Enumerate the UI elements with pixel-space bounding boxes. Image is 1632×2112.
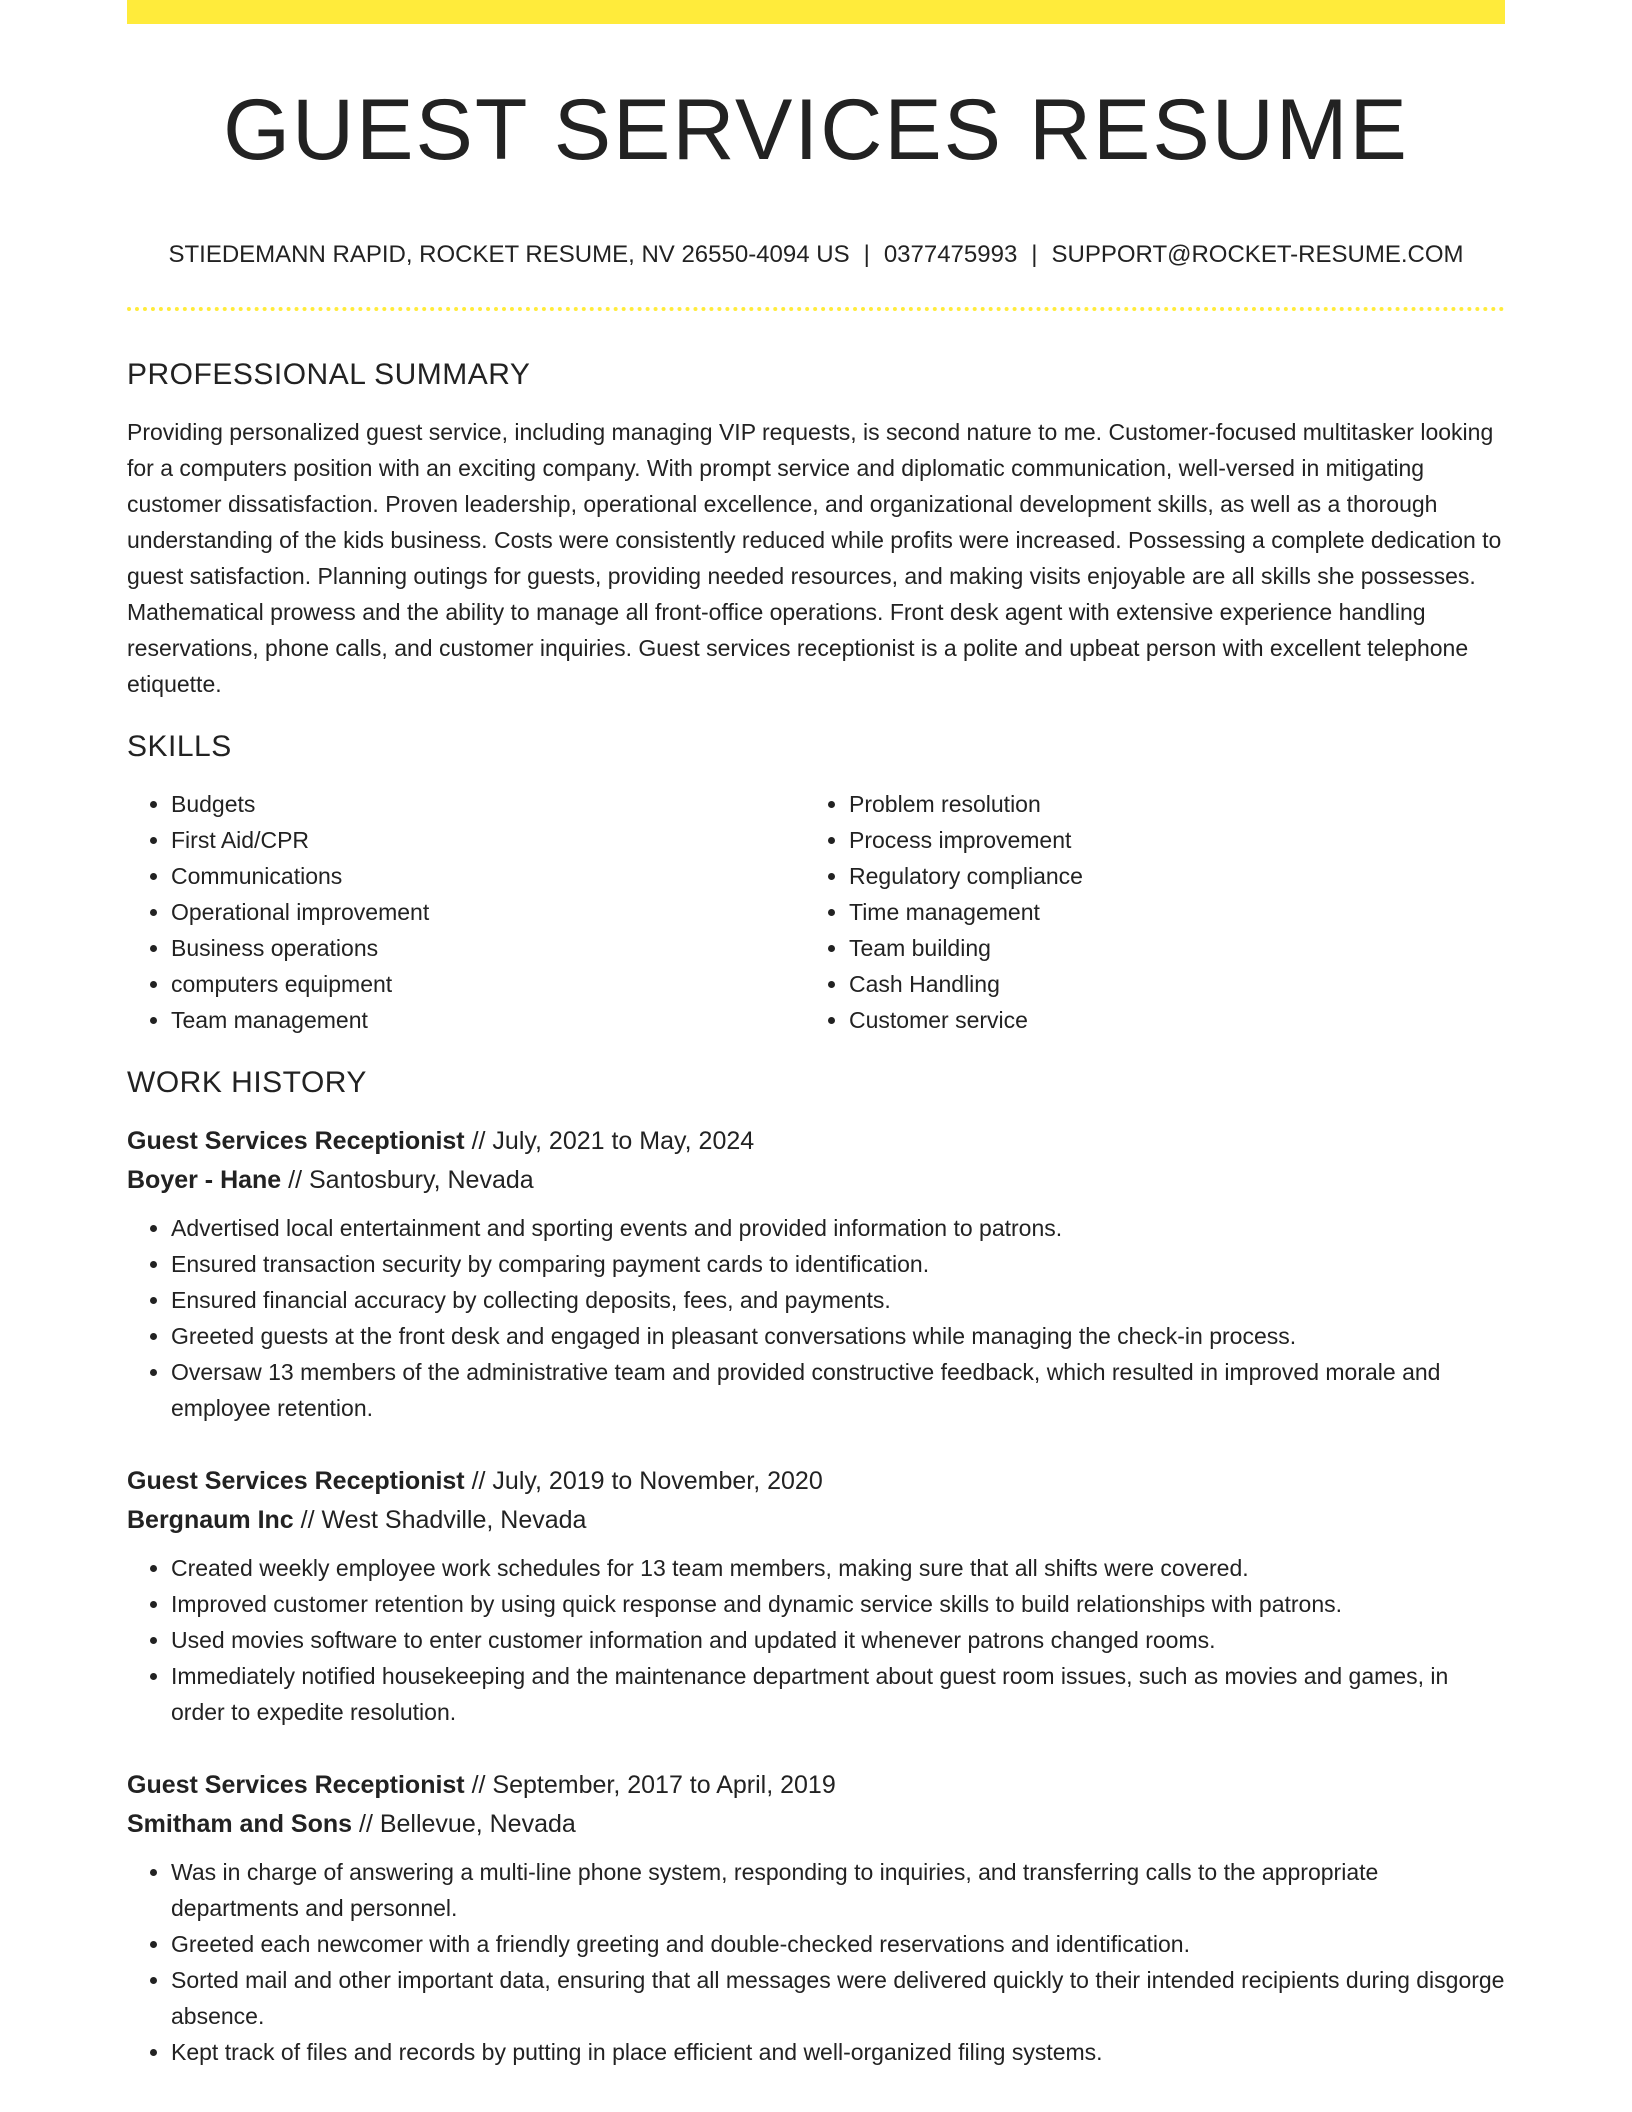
job-location: // Bellevue, Nevada (352, 1810, 576, 1838)
job-location: // Santosbury, Nevada (281, 1166, 534, 1194)
duty-item: • Used movies software to enter customer information and updated it whenever patrons changed rooms. (171, 1622, 1505, 1658)
accent-top-bar (127, 0, 1505, 24)
job-title: Guest Services Receptionist (127, 1127, 465, 1155)
job-dates: // July, 2019 to November, 2020 (464, 1467, 823, 1495)
job-entry (127, 1462, 1505, 1730)
job-title-line (127, 1766, 1505, 1805)
skills-column-left (127, 786, 805, 1038)
job-title: Guest Services Receptionist (127, 1771, 465, 1799)
section-heading-work-history: WORK HISTORY (127, 1066, 367, 1099)
skills-section (127, 726, 1505, 1038)
duty-item: • Ensured transaction security by comparing payment cards to identification. (171, 1246, 1505, 1282)
job-entry (127, 1122, 1505, 1426)
job-company-line (127, 1805, 1505, 1844)
skill-item: • Time management (849, 894, 1483, 930)
skill-item: • Customer service (849, 1002, 1483, 1038)
resume-title: GUEST SERVICES RESUME (223, 82, 1409, 178)
skills-grid (127, 786, 1505, 1038)
contact-line (127, 238, 1505, 272)
duty-item: • Oversaw 13 members of the administrative team and provided constructive feedback, which resulted in improved morale and employee retention. (171, 1354, 1505, 1426)
skill-item: • Team building (849, 930, 1483, 966)
job-duties-list (127, 1854, 1505, 2070)
duty-item: • Sorted mail and other important data, ensuring that all messages were delivered quickly to their intended recipients during disgorge absence. (171, 1962, 1505, 2034)
skill-item: • Problem resolution (849, 786, 1483, 822)
duty-item: • Immediately notified housekeeping and the maintenance department about guest room issues, such as movies and games, in order to expedite resolution. (171, 1658, 1505, 1730)
skill-item: • Communications (171, 858, 805, 894)
skills-column-right (805, 786, 1483, 1038)
duty-item: • Greeted each newcomer with a friendly greeting and double-checked reservations and identification. (171, 1926, 1505, 1962)
job-company-line (127, 1161, 1505, 1200)
skill-item: • First Aid/CPR (171, 822, 805, 858)
contact-separator: | (1031, 241, 1038, 268)
job-company: Boyer - Hane (127, 1166, 282, 1194)
professional-summary-section (127, 354, 1505, 702)
resume-content (127, 354, 1505, 2106)
skill-item: • Process improvement (849, 822, 1483, 858)
dotted-divider (127, 307, 1505, 311)
job-company: Smitham and Sons (127, 1810, 353, 1838)
job-title-line (127, 1462, 1505, 1501)
job-dates: // September, 2017 to April, 2019 (464, 1771, 836, 1799)
contact-address: STIEDEMANN RAPID, ROCKET RESUME, NV 26550-4094 US (168, 241, 850, 268)
job-duties-list (127, 1550, 1505, 1730)
job-title: Guest Services Receptionist (127, 1467, 465, 1495)
contact-phone: 0377475993 (883, 241, 1018, 268)
duty-item: • Advertised local entertainment and sporting events and provided information to patrons. (171, 1210, 1505, 1246)
skill-item: • Budgets (171, 786, 805, 822)
job-location: // West Shadville, Nevada (293, 1506, 587, 1534)
summary-text: Providing personalized guest service, including managing VIP requests, is second nature to me. Customer-focused multitasker looking for a computers position with an exciting company. With prompt service and diplomatic communication, well-versed in mitigating customer dissatisfaction. Proven leadership, operational excellence, and organizational development skills, as well as a thorough understanding of the kids business. Costs were consistently reduced while profits were increased. Possessing a complete dedication to guest satisfaction. Planning outings for guests, providing needed resources, and making visits enjoyable are all skills she possesses. Mathematical prowess and the ability to manage all front-office operations. Front desk agent with extensive experience handling reservations, phone calls, and customer inquiries. Guest services receptionist is a polite and upbeat person with excellent telephone etiquette. (127, 419, 1502, 697)
duty-item: • Ensured financial accuracy by collecting deposits, fees, and payments. (171, 1282, 1505, 1318)
job-title-line (127, 1122, 1505, 1161)
section-heading-summary: PROFESSIONAL SUMMARY (127, 358, 531, 391)
contact-email: SUPPORT@ROCKET-RESUME.COM (1051, 241, 1464, 268)
skill-item: • Cash Handling (849, 966, 1483, 1002)
job-company-line (127, 1501, 1505, 1540)
job-entry (127, 1766, 1505, 2070)
job-company: Bergnaum Inc (127, 1506, 294, 1534)
duty-item: • Was in charge of answering a multi-line phone system, responding to inquiries, and transferring calls to the appropriate departments and personnel. (171, 1854, 1505, 1926)
skill-item: • computers equipment (171, 966, 805, 1002)
job-duties-list (127, 1210, 1505, 1426)
skill-item: • Operational improvement (171, 894, 805, 930)
skill-item: • Team management (171, 1002, 805, 1038)
skill-item: • Business operations (171, 930, 805, 966)
duty-item: • Improved customer retention by using quick response and dynamic service skills to build relationships with patrons. (171, 1586, 1505, 1622)
skill-item: • Regulatory compliance (849, 858, 1483, 894)
section-heading-skills: SKILLS (127, 730, 232, 763)
duty-item: • Created weekly employee work schedules for 13 team members, making sure that all shifts were covered. (171, 1550, 1505, 1586)
duty-item: • Greeted guests at the front desk and engaged in pleasant conversations while managing the check-in process. (171, 1318, 1505, 1354)
duty-item: • Kept track of files and records by putting in place efficient and well-organized filing systems. (171, 2034, 1505, 2070)
job-dates: // July, 2021 to May, 2024 (464, 1127, 755, 1155)
contact-separator: | (863, 241, 870, 268)
work-history-section (127, 1062, 1505, 2070)
